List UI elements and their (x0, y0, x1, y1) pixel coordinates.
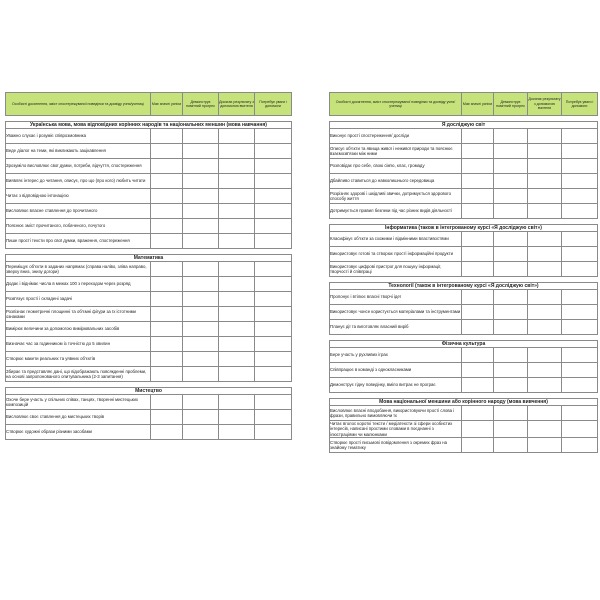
mark-cell[interactable] (219, 159, 255, 174)
mark-cell[interactable] (151, 367, 183, 382)
table-row (330, 378, 598, 393)
mark-cell[interactable] (562, 247, 598, 262)
indicator-text: Розповідає про себе, свою сім'ю, клас, громаду (330, 159, 462, 174)
indicator-text: Охоче бере участь у спільних співах, танцях, творенні мистецьких композицій (6, 395, 151, 410)
mark-cell[interactable] (219, 410, 255, 425)
table-row (330, 348, 598, 363)
indicator-text: Додає і віднімає числа в межах 100 з переходом через розряд (6, 277, 151, 292)
mark-cell[interactable] (562, 189, 598, 204)
mark-cell[interactable] (219, 219, 255, 234)
mark-cell[interactable] (219, 174, 255, 189)
mark-cell[interactable] (494, 348, 528, 363)
mark-cell[interactable] (562, 129, 598, 144)
section-title-row (330, 283, 598, 290)
mark-cell[interactable] (462, 174, 494, 189)
table-row (6, 292, 292, 307)
mark-cell[interactable] (494, 262, 528, 277)
table-row (330, 320, 598, 335)
mark-cell[interactable] (219, 129, 255, 144)
mark-cell[interactable] (219, 307, 255, 322)
mark-cell[interactable] (183, 322, 219, 337)
section-title-row (330, 399, 598, 406)
header-col3: Досягає результату з допомогою вчителя (528, 93, 562, 116)
table-row (330, 363, 598, 378)
mark-cell[interactable] (562, 232, 598, 247)
mark-cell[interactable] (183, 307, 219, 322)
indicator-text: Висловлює своє ставлення до мистецьких творів (6, 410, 151, 425)
indicator-text: Створює художні образи різними засобами (6, 425, 151, 440)
indicator-text: Дотримується правил безпеки під час різних видів діяльності (330, 204, 462, 219)
section-title-row (330, 122, 598, 129)
mark-cell[interactable] (462, 144, 494, 159)
mark-cell[interactable] (255, 410, 292, 425)
assessment-table-right (329, 92, 598, 453)
mark-cell[interactable] (255, 425, 292, 440)
indicator-text: Класифікує об'єкти за схожими і відмінними властивостями (330, 232, 462, 247)
mark-cell[interactable] (255, 262, 292, 277)
mark-cell[interactable] (219, 189, 255, 204)
indicator-text: Уважно слухає і розуміє співрозмовника (6, 129, 151, 144)
mark-cell[interactable] (494, 232, 528, 247)
mark-cell[interactable] (562, 438, 598, 453)
mark-cell[interactable] (562, 204, 598, 219)
indicator-text: Планує дії та виготовляє власний виріб (330, 320, 462, 335)
table-row (6, 144, 292, 159)
mark-cell[interactable] (562, 378, 598, 393)
indicator-text: Пише прості тексти про свої думки, враження, спостереження (6, 234, 151, 249)
right-page (329, 92, 597, 453)
header-features: Особисті досягнення, зміст спостережуваної поведінки та досвіду учня/учениці (330, 93, 462, 116)
indicator-text: Розрізняє здорові і шкідливі звички, дотримується здорового способу життя (330, 189, 462, 204)
mark-cell[interactable] (255, 352, 292, 367)
mark-cell[interactable] (183, 410, 219, 425)
section-title: Мова національної меншини або корінного народу (мова вивчення) (330, 399, 598, 406)
table-row (6, 129, 292, 144)
mark-cell[interactable] (183, 234, 219, 249)
mark-cell[interactable] (255, 234, 292, 249)
mark-cell[interactable] (494, 174, 528, 189)
mark-cell[interactable] (462, 159, 494, 174)
table-row (6, 307, 292, 322)
mark-cell[interactable] (528, 363, 562, 378)
mark-cell[interactable] (562, 305, 598, 320)
mark-cell[interactable] (151, 292, 183, 307)
mark-cell[interactable] (183, 292, 219, 307)
mark-cell[interactable] (183, 159, 219, 174)
mark-cell[interactable] (528, 348, 562, 363)
mark-cell[interactable] (562, 348, 598, 363)
mark-cell[interactable] (494, 290, 528, 305)
mark-cell[interactable] (255, 277, 292, 292)
mark-cell[interactable] (462, 348, 494, 363)
section-title-row (6, 122, 292, 129)
mark-cell[interactable] (528, 262, 562, 277)
table-row (330, 247, 598, 262)
mark-cell[interactable] (255, 395, 292, 410)
mark-cell[interactable] (528, 438, 562, 453)
table-row (330, 421, 598, 438)
mark-cell[interactable] (255, 219, 292, 234)
section-title: Інформатика (також в інтегрованому курсі «Я досліджую світ») (330, 225, 598, 232)
table-row (6, 204, 292, 219)
mark-cell[interactable] (219, 337, 255, 352)
table-row (330, 305, 598, 320)
mark-cell[interactable] (255, 144, 292, 159)
mark-cell[interactable] (462, 438, 494, 453)
mark-cell[interactable] (462, 363, 494, 378)
mark-cell[interactable] (462, 406, 494, 421)
mark-cell[interactable] (151, 395, 183, 410)
indicator-text: Розв'язує прості і складені задачі (6, 292, 151, 307)
mark-cell[interactable] (151, 189, 183, 204)
mark-cell[interactable] (494, 189, 528, 204)
table-row (6, 395, 292, 410)
mark-cell[interactable] (183, 337, 219, 352)
table-row (6, 234, 292, 249)
mark-cell[interactable] (494, 144, 528, 159)
table-row (330, 129, 598, 144)
indicator-text: Пояснює зміст прочитаного, побаченого, почутого (6, 219, 151, 234)
indicator-text: Висловлює власні вподобання, використовуючи прості слова і фрази, правильно вимовляючи їх (330, 406, 462, 421)
mark-cell[interactable] (255, 292, 292, 307)
table-body (330, 116, 598, 453)
mark-cell[interactable] (219, 234, 255, 249)
header-col1: Має значні успіхи (462, 93, 494, 116)
mark-cell[interactable] (219, 292, 255, 307)
mark-cell[interactable] (528, 129, 562, 144)
section-title: Технології (також в інтегрованому курсі «Я досліджую світ») (330, 283, 598, 290)
table-row (330, 189, 598, 204)
mark-cell[interactable] (562, 406, 598, 421)
mark-cell[interactable] (219, 322, 255, 337)
mark-cell[interactable] (528, 320, 562, 335)
mark-cell[interactable] (151, 352, 183, 367)
mark-cell[interactable] (219, 367, 255, 382)
indicator-text: Використовує цифрові пристрої для пошуку інформації, творчості й співпраці (330, 262, 462, 277)
table-row (330, 290, 598, 305)
table-body (6, 116, 292, 440)
section-title-row (6, 388, 292, 395)
indicator-text: Співпрацює в команді з однокласниками (330, 363, 462, 378)
table-row (6, 159, 292, 174)
mark-cell[interactable] (151, 410, 183, 425)
table-row (6, 337, 292, 352)
mark-cell[interactable] (494, 305, 528, 320)
section-title: Українська мова, мова відповідних корінних народів та національних меншин (мова навчання) (6, 122, 292, 129)
mark-cell[interactable] (183, 144, 219, 159)
mark-cell[interactable] (528, 421, 562, 438)
indicator-text: Збирає та представляє дані, що відображають повсякденні проблеми, на основі запропонованого опитувальника (2-3 запитання) (6, 367, 151, 382)
table-row (6, 367, 292, 382)
header-col3: Досягає результату з допомогою вчителя (219, 93, 255, 116)
table-row (6, 262, 292, 277)
indicator-text: Висловлює власне ставлення до прочитаного (6, 204, 151, 219)
mark-cell[interactable] (151, 322, 183, 337)
header-col4: Потребує уваги і допомоги (562, 93, 598, 116)
mark-cell[interactable] (462, 421, 494, 438)
mark-cell[interactable] (219, 144, 255, 159)
mark-cell[interactable] (528, 159, 562, 174)
indicator-text: Виконує прості спостереження/ досліди (330, 129, 462, 144)
table-row (6, 189, 292, 204)
table-row (6, 174, 292, 189)
mark-cell[interactable] (255, 367, 292, 382)
mark-cell[interactable] (528, 144, 562, 159)
mark-cell[interactable] (255, 174, 292, 189)
mark-cell[interactable] (494, 204, 528, 219)
indicator-text: Дбайливо ставиться до навколишнього середовища (330, 174, 462, 189)
mark-cell[interactable] (528, 232, 562, 247)
mark-cell[interactable] (219, 262, 255, 277)
table-row (330, 232, 598, 247)
header-col4: Потребує уваги і допомоги (255, 93, 292, 116)
mark-cell[interactable] (183, 262, 219, 277)
mark-cell[interactable] (562, 159, 598, 174)
indicator-text: Виявляє інтерес до читання, описує, про що (про кого) любить читати (6, 174, 151, 189)
indicator-text: Використовує чонсе користується матеріалами та інструментами (330, 305, 462, 320)
mark-cell[interactable] (494, 320, 528, 335)
mark-cell[interactable] (528, 378, 562, 393)
mark-cell[interactable] (183, 277, 219, 292)
mark-cell[interactable] (562, 363, 598, 378)
mark-cell[interactable] (151, 425, 183, 440)
mark-cell[interactable] (494, 129, 528, 144)
header-col1: Має значні успіхи (151, 93, 183, 116)
table-row (330, 438, 598, 453)
table-row (6, 410, 292, 425)
indicator-text: Бере участь у рухливих іграх (330, 348, 462, 363)
mark-cell[interactable] (255, 189, 292, 204)
mark-cell[interactable] (151, 307, 183, 322)
table-row (330, 204, 598, 219)
mark-cell[interactable] (494, 438, 528, 453)
mark-cell[interactable] (462, 262, 494, 277)
header-row (6, 93, 292, 116)
left-page (5, 92, 291, 440)
section-title-row (6, 255, 292, 262)
mark-cell[interactable] (528, 174, 562, 189)
indicator-text: Демонструє гідну поведінку, вміло витрає не програє (330, 378, 462, 393)
mark-cell[interactable] (562, 174, 598, 189)
mark-cell[interactable] (528, 406, 562, 421)
mark-cell[interactable] (462, 232, 494, 247)
mark-cell[interactable] (528, 247, 562, 262)
mark-cell[interactable] (562, 421, 598, 438)
table-row (6, 425, 292, 440)
mark-cell[interactable] (528, 290, 562, 305)
mark-cell[interactable] (219, 204, 255, 219)
mark-cell[interactable] (151, 129, 183, 144)
mark-cell[interactable] (183, 204, 219, 219)
table-row (330, 406, 598, 421)
mark-cell[interactable] (255, 337, 292, 352)
header-col2: Демонструє помітний прогрес (183, 93, 219, 116)
mark-cell[interactable] (528, 189, 562, 204)
section-title: Я досліджую світ (330, 122, 598, 129)
mark-cell[interactable] (183, 219, 219, 234)
table-row (6, 322, 292, 337)
table-row (6, 219, 292, 234)
indicator-text: Створює прості письмові повідомлення з окремих фраз на знайому тематику (330, 438, 462, 453)
table-row (330, 159, 598, 174)
indicator-text: Переміщує об'єкти в заданих напрямах (справа наліво, зліва направо, зверху вниз, знизу догори) (6, 262, 151, 277)
mark-cell[interactable] (562, 262, 598, 277)
section-title: Мистецтво (6, 388, 292, 395)
mark-cell[interactable] (151, 219, 183, 234)
mark-cell[interactable] (151, 174, 183, 189)
mark-cell[interactable] (183, 352, 219, 367)
mark-cell[interactable] (562, 290, 598, 305)
header-features: Особисті досягнення, зміст спостережуваної поведінки та досвіду учня/учениці (6, 93, 151, 116)
mark-cell[interactable] (151, 204, 183, 219)
mark-cell[interactable] (494, 159, 528, 174)
table-row (330, 262, 598, 277)
mark-cell[interactable] (528, 204, 562, 219)
mark-cell[interactable] (183, 174, 219, 189)
table-row (330, 174, 598, 189)
indicator-text: Використовує готові та створює прості інформаційні продукти (330, 247, 462, 262)
section-title: Фізична культура (330, 341, 598, 348)
mark-cell[interactable] (462, 189, 494, 204)
indicator-text: Читає з відповідною інтонацією (6, 189, 151, 204)
mark-cell[interactable] (183, 425, 219, 440)
indicator-text: Визначає час за годинником із точністю до 5 хвилин (6, 337, 151, 352)
mark-cell[interactable] (562, 144, 598, 159)
indicator-text: Створює макети реальних та уявних об'єктів (6, 352, 151, 367)
mark-cell[interactable] (183, 395, 219, 410)
mark-cell[interactable] (151, 144, 183, 159)
mark-cell[interactable] (528, 305, 562, 320)
mark-cell[interactable] (151, 277, 183, 292)
mark-cell[interactable] (462, 320, 494, 335)
mark-cell[interactable] (462, 290, 494, 305)
mark-cell[interactable] (494, 406, 528, 421)
indicator-text: Розпізнає геометричні площинні та об'ємні фігури за їх істотними ознаками (6, 307, 151, 322)
table-row (6, 352, 292, 367)
mark-cell[interactable] (151, 234, 183, 249)
table-row (330, 144, 598, 159)
mark-cell[interactable] (255, 129, 292, 144)
section-title: Математика (6, 255, 292, 262)
header-row (330, 93, 598, 116)
mark-cell[interactable] (494, 363, 528, 378)
header-col2: Демонструє помітний прогрес (494, 93, 528, 116)
mark-cell[interactable] (462, 204, 494, 219)
mark-cell[interactable] (462, 305, 494, 320)
mark-cell[interactable] (494, 378, 528, 393)
mark-cell[interactable] (255, 159, 292, 174)
mark-cell[interactable] (462, 129, 494, 144)
mark-cell[interactable] (219, 277, 255, 292)
mark-cell[interactable] (219, 425, 255, 440)
mark-cell[interactable] (562, 320, 598, 335)
mark-cell[interactable] (255, 307, 292, 322)
mark-cell[interactable] (219, 352, 255, 367)
mark-cell[interactable] (183, 189, 219, 204)
mark-cell[interactable] (255, 322, 292, 337)
section-title-row (330, 225, 598, 232)
mark-cell[interactable] (494, 421, 528, 438)
mark-cell[interactable] (183, 367, 219, 382)
mark-cell[interactable] (462, 247, 494, 262)
mark-cell[interactable] (151, 159, 183, 174)
mark-cell[interactable] (462, 378, 494, 393)
assessment-table-left (5, 92, 292, 440)
mark-cell[interactable] (151, 337, 183, 352)
mark-cell[interactable] (219, 395, 255, 410)
indicator-text: Пропонує і втілює власні творчі ідеї (330, 290, 462, 305)
table-row (6, 277, 292, 292)
mark-cell[interactable] (255, 204, 292, 219)
mark-cell[interactable] (151, 262, 183, 277)
section-title-row (330, 341, 598, 348)
indicator-text: Веде діалог на теми, які викликають зацікавлення (6, 144, 151, 159)
indicator-text: Читає вголос короткі тексти / медіатексти зі сфери особистих інтересів, написані простими словами в поєднанні з ілюстраціями чи малюнками (330, 421, 462, 438)
indicator-text: Вимірює величини за допомогою вимірювальних засобів (6, 322, 151, 337)
indicator-text: Описує об'єкти та явища живої і неживої природи та пояснює взаємозв'язки між ними (330, 144, 462, 159)
mark-cell[interactable] (183, 129, 219, 144)
mark-cell[interactable] (494, 247, 528, 262)
indicator-text: Зрозуміло висловлює свої думки, потреби, відчуття, спостереження (6, 159, 151, 174)
